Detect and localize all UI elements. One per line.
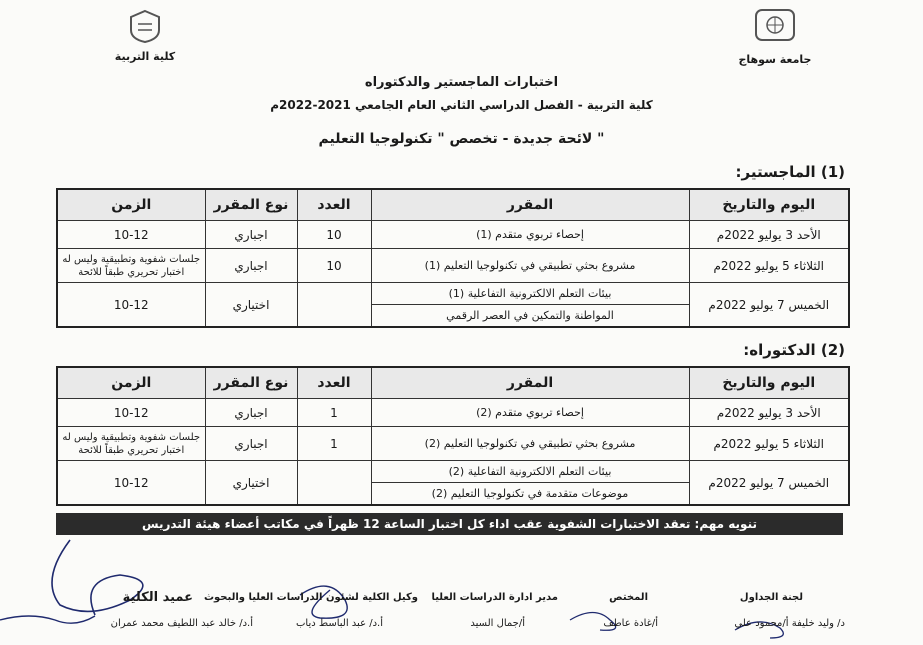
row-course: مشروع بحثي تطبيقي في تكنولوجيا التعليم (2) [371,427,689,461]
col-course: المقرر [371,189,689,221]
row-time: 10-12 [57,283,205,328]
row-type: اجباري [205,221,297,249]
row-course-options [371,461,689,506]
row-course-options [371,283,689,328]
table-header-row [57,367,849,399]
doctorate-table [56,366,850,506]
faculty-logo [127,8,163,44]
col-course-type: نوع المقرر [205,189,297,221]
dean-title: عميد الكلية [122,590,193,605]
col-time: الزمن [57,367,205,399]
row-course-option: موضوعات متقدمة في تكنولوجيا التعليم (2) [372,482,689,504]
masters-label: (1) الماجستير: [735,163,845,181]
row-course: إحصاء تربوي متقدم (2) [371,399,689,427]
row-date: الأحد 3 يوليو 2022م [689,399,849,427]
table-row [57,249,849,283]
grad-director-title: مدير ادارة الدراسات العليا [431,592,558,603]
row-type: اجباري [205,249,297,283]
row-time: 10-12 [57,461,205,506]
col-time: الزمن [57,189,205,221]
committee-names: د/ وليد خليفة أ/محمود علي [734,618,845,629]
row-date: الخميس 7 يوليو 2022م [689,283,849,328]
row-type: اجباري [205,399,297,427]
dean-name: أ.د/ خالد عبد اللطيف محمد عمران [110,618,253,629]
vice-dean-name: أ.د/ عبد الباسط دياب [295,618,383,629]
document-title: اختبارات الماجستير والدكتوراه [364,75,559,90]
table-row [57,399,849,427]
col-count: العدد [297,367,371,399]
col-course-type: نوع المقرر [205,367,297,399]
table-row [57,221,849,249]
program-line: لائحة جديدة - تخصص " تكنولوجيا التعليم " [318,131,605,147]
col-day-date: اليوم والتاريخ [689,189,849,221]
row-date: الثلاثاء 5 يوليو 2022م [689,427,849,461]
col-count: العدد [297,189,371,221]
row-course-option: بيئات التعلم الالكترونية التفاعلية (1) [448,287,612,300]
row-count: 10 [297,221,371,249]
masters-table [56,188,850,328]
row-date: الثلاثاء 5 يوليو 2022م [689,249,849,283]
col-course: المقرر [371,367,689,399]
row-count [297,461,371,506]
table-row [57,461,849,506]
row-count [297,283,371,328]
row-type: اختياري [205,283,297,328]
row-course-option: بيئات التعلم الالكترونية التفاعلية (2) [448,465,612,478]
col-day-date: اليوم والتاريخ [689,367,849,399]
sohag-university-logo [752,6,798,46]
vice-dean-title: وكيل الكلية لشئون الدراسات العليا والبحوث [203,592,418,603]
row-type: اجباري [205,427,297,461]
row-count: 1 [297,427,371,461]
specialist-title: المختص [609,592,648,603]
row-time: جلسات شفوية وتطبيقية وليس له اختبار تحريري طبقاً للائحة [57,427,205,461]
row-course: إحصاء تربوي متقدم (1) [371,221,689,249]
faculty-name: كلية التربية [114,50,176,63]
row-count: 1 [297,399,371,427]
committee-title: لجنة الجداول [739,592,803,603]
university-name: جامعة سوهاج [738,53,812,66]
row-count: 10 [297,249,371,283]
important-notice: تنويه مهم: تعقد الاختبارات الشفوية عقب اداء كل اختبار الساعة 12 ظهراً في مكاتب أعضاء هيئة التدريس [56,513,843,535]
grad-director-name: أ/جمال السيد [470,618,525,629]
table-header-row [57,189,849,221]
doctorate-label: (2) الدكتوراه: [743,341,845,359]
table-row [57,427,849,461]
row-course: مشروع بحثي تطبيقي في تكنولوجيا التعليم (1) [371,249,689,283]
specialist-name: أ/غادة عاطف [603,618,658,629]
row-time: 10-12 [57,221,205,249]
row-time: 10-12 [57,399,205,427]
row-date: الأحد 3 يوليو 2022م [689,221,849,249]
row-date: الخميس 7 يوليو 2022م [689,461,849,506]
row-time: جلسات شفوية وتطبيقية وليس له اختبار تحريري طبقاً للائحة [57,249,205,283]
row-course-option: المواطنة والتمكين في العصر الرقمي [372,304,689,326]
document-subtitle: كلية التربية - الفصل الدراسي الثاني العام الجامعي 2021-2022م [270,98,653,112]
row-type: اختياري [205,461,297,506]
table-row [57,283,849,328]
